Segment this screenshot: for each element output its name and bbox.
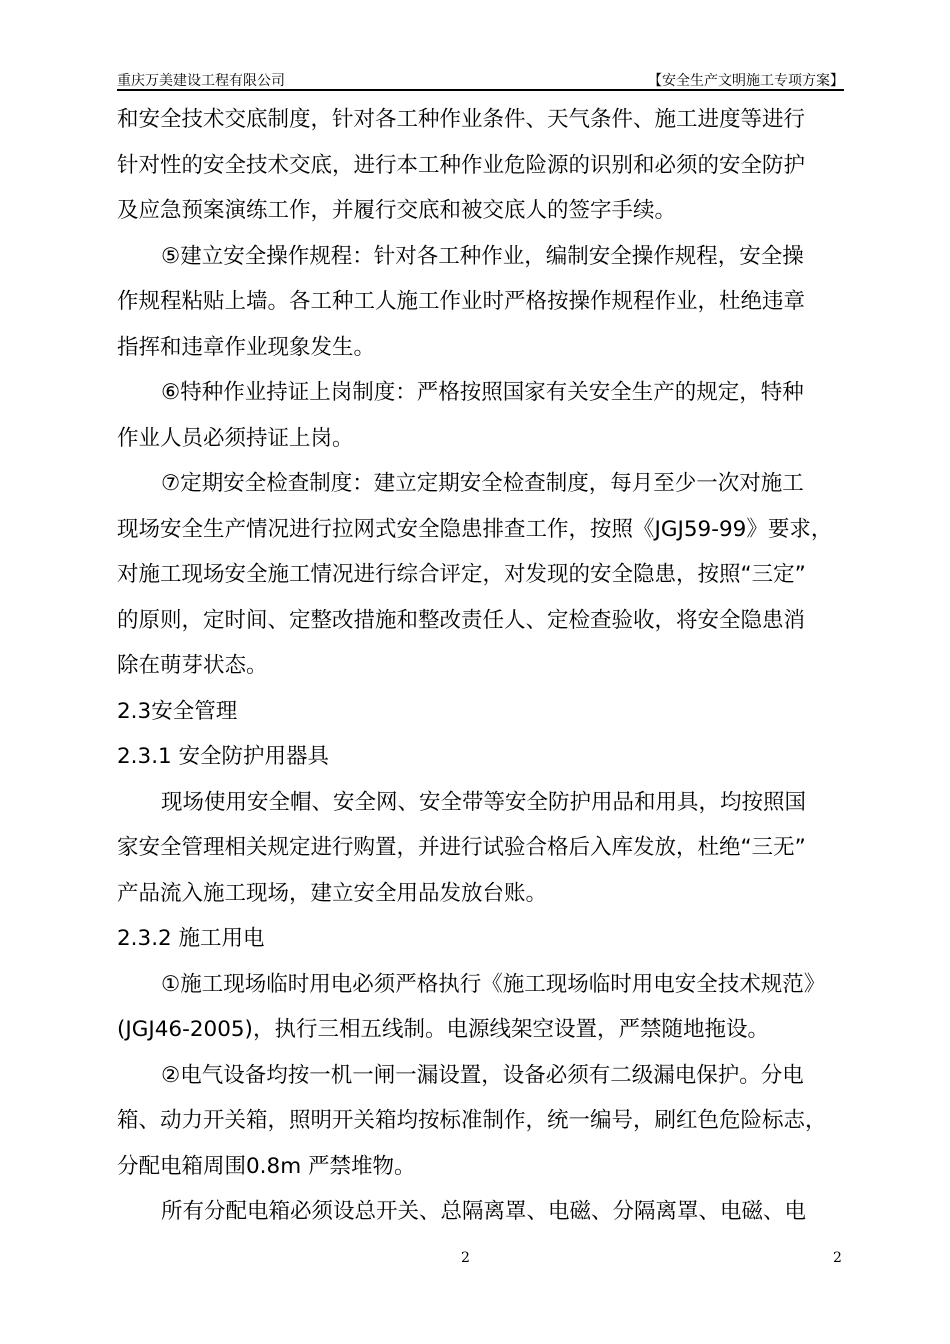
text-line: 现场安全生产情况进行拉网式安全隐患排查工作，按照《JGJ59-99》要求， [117, 516, 833, 542]
text-line: 家安全管理相关规定进行购置，并进行试验合格后入库发放，杜绝“三无” [117, 835, 806, 860]
text-line: ②电气设备均按一机一闸一漏设置，设备必须有二级漏电保护。分电 [161, 1062, 804, 1088]
text-line: 箱、动力开关箱，照明开关箱均按标准制作，统一编号，刷红色危险标志， [117, 1108, 827, 1133]
text-line: 2.3.2 施工用电 [117, 926, 265, 951]
text-line: 作规程粘贴上墙。各工种工人施工作业时严格按操作规程作业，杜绝违章 [117, 289, 806, 314]
header-divider [117, 89, 844, 91]
page-number: 2 [461, 1250, 470, 1266]
text-line: 针对性的安全技术交底，进行本工种作业危险源的识别和必须的安全防护 [117, 152, 806, 178]
text-line: 指挥和违章作业现象发生。 [117, 334, 376, 360]
text-line: 产品流入施工现场，建立安全用品发放台账。 [117, 880, 548, 906]
text-line: 2.3.1 安全防护用器具 [117, 744, 330, 769]
document-body [117, 97, 844, 1235]
text-line: 2.3安全管理 [117, 698, 238, 724]
document-title: 【安全生产文明施工专项方案】 [648, 73, 844, 89]
text-line: ①施工现场临时用电必须严格执行《施工现场临时用电安全技术规范》 [161, 971, 826, 997]
text-line: 及应急预案演练工作，并履行交底和被交底人的签字手续。 [117, 198, 677, 223]
text-line: 和安全技术交底制度，针对各工种作业条件、天气条件、施工进度等进行 [117, 107, 806, 132]
text-line: ⑤建立安全操作规程：针对各工种作业，编制安全操作规程，安全操 [161, 243, 804, 269]
text-line: 的原则，定时间、定整改措施和整改责任人、定检查验收，将安全隐患消 [117, 607, 806, 633]
page-number-right: 2 [833, 1250, 842, 1266]
text-line: 作业人员必须持证上岗。 [117, 425, 354, 451]
text-line: ⑥特种作业持证上岗制度：严格按照国家有关安全生产的规定，特种 [161, 380, 804, 405]
text-line: 所有分配电箱必须设总开关、总隔离罩、电磁、分隔离罩、电磁、电 [161, 1199, 807, 1224]
text-line: (JGJ46-2005)，执行三相五线制。电源线架空设置，严禁随地拖设。 [117, 1017, 769, 1042]
text-line: ⑦定期安全检查制度：建立定期安全检查制度，每月至少一次对施工 [161, 471, 804, 496]
company-name: 重庆万美建设工程有限公司 [117, 73, 285, 89]
page-header [117, 70, 844, 90]
text-line: 对施工现场安全施工情况进行综合评定，对发现的安全隐患，按照“三定” [117, 562, 806, 587]
text-line: 分配电箱周围0.8m 严禁堆物。 [117, 1153, 416, 1179]
text-line: 现场使用安全帽、安全网、安全带等安全防护用品和用具，均按照国 [161, 789, 807, 815]
text-line: 除在萌芽状态。 [117, 653, 268, 678]
